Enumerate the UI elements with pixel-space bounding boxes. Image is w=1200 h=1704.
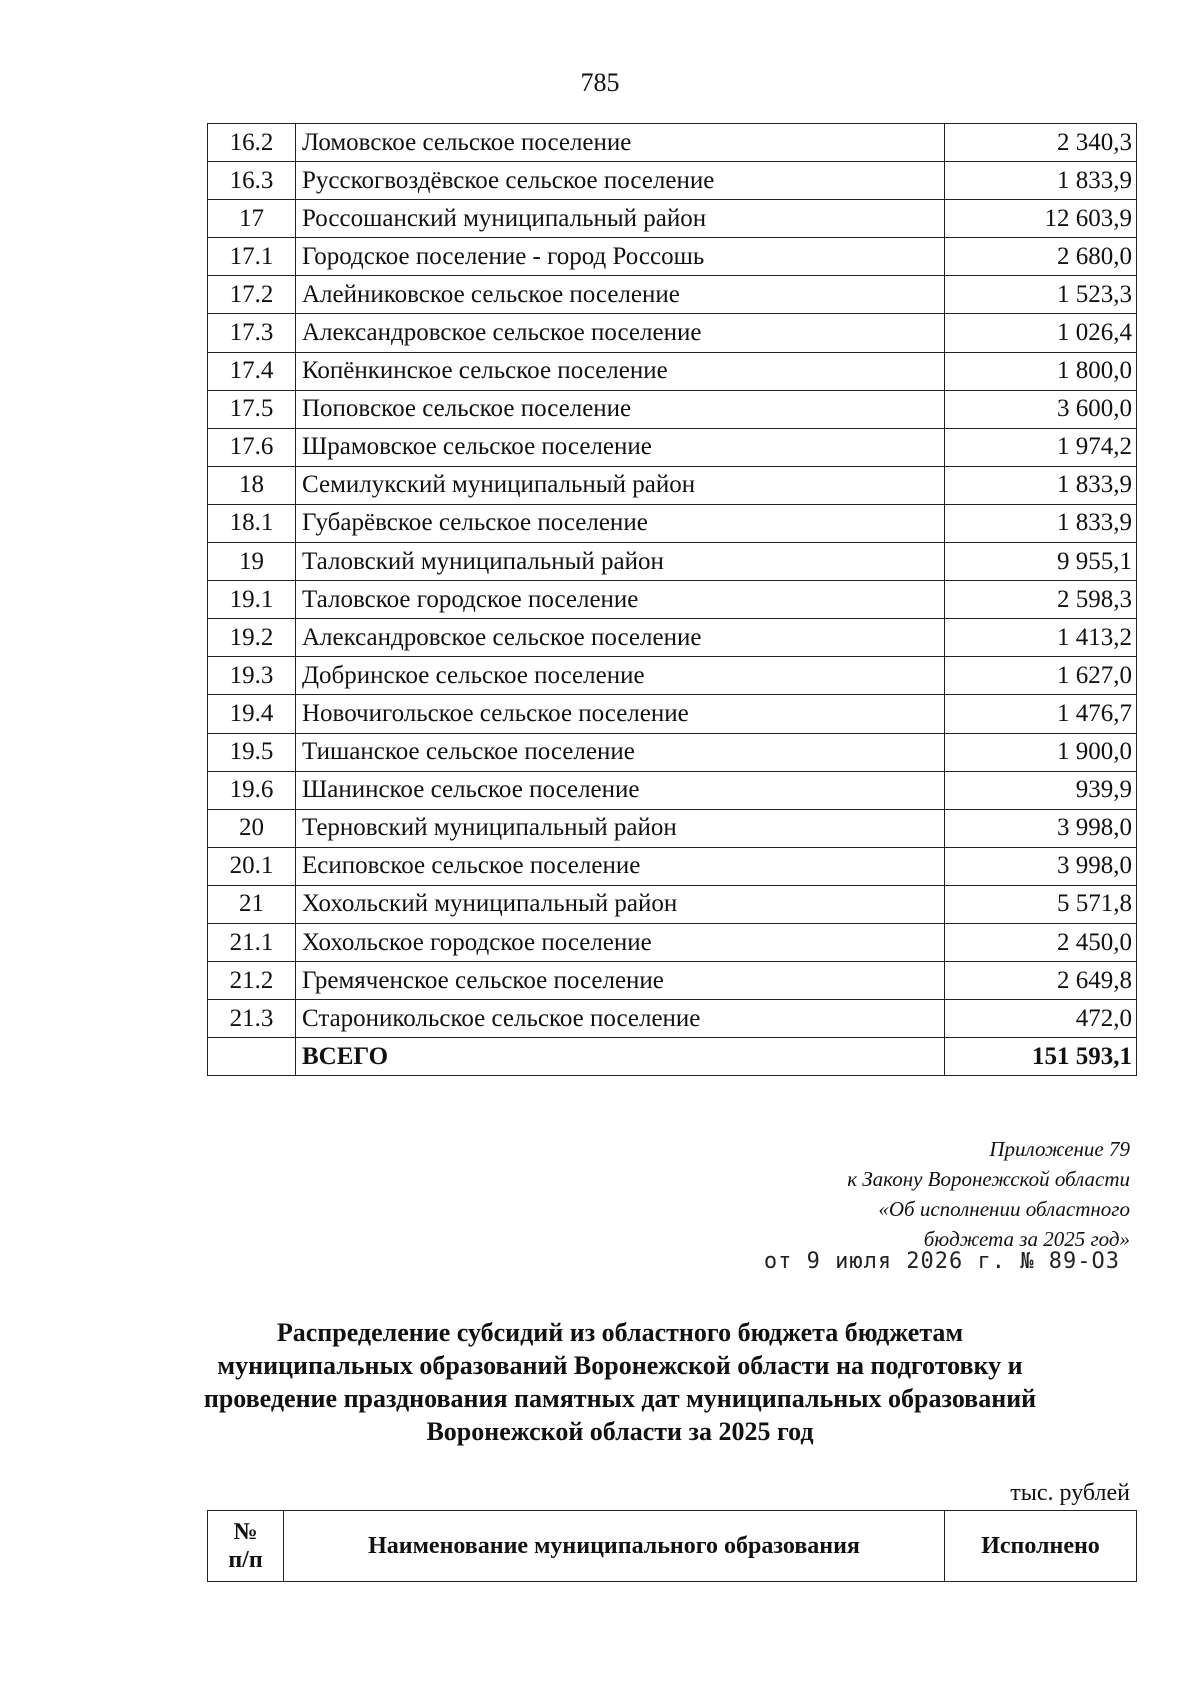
row-value: 1 627,0 [945,657,1137,695]
row-value: 1 026,4 [945,314,1137,352]
appendix-line: бюджета за 2025 год» [923,1227,1130,1251]
title-line: проведение празднования памятных дат муниципальных образований [203,1384,1037,1413]
row-value: 2 598,3 [945,581,1137,619]
row-number: 17 [208,200,296,238]
row-value: 1 800,0 [945,352,1137,390]
section-title [140,1316,1100,1448]
row-name: Тишанское сельское поселение [296,733,945,771]
table-row [208,847,1137,885]
table-row [208,276,1137,314]
row-number: 17.2 [208,276,296,314]
row-number: 18 [208,466,296,504]
row-value: 1 476,7 [945,695,1137,733]
table-row [208,771,1137,809]
row-value: 939,9 [945,771,1137,809]
table-row [208,619,1137,657]
row-number: 19.6 [208,771,296,809]
row-number: 21.3 [208,1000,296,1038]
row-name: Ломовское сельское поселение [296,124,945,162]
row-value: 1 413,2 [945,619,1137,657]
row-value: 9 955,1 [945,543,1137,581]
row-value: 472,0 [945,1000,1137,1038]
row-name: Есиповское сельское поселение [296,847,945,885]
title-line: Воронежской области за 2025 год [426,1417,814,1446]
row-name: Шрамовское сельское поселение [296,428,945,466]
row-number: 20.1 [208,847,296,885]
row-number: 17.5 [208,390,296,428]
row-name: Россошанский муниципальный район [296,200,945,238]
units-label: тыс. рублей [1010,1480,1130,1506]
table-row [208,657,1137,695]
table-row [208,200,1137,238]
row-number: 19.5 [208,733,296,771]
table-row [208,352,1137,390]
row-number: 19.2 [208,619,296,657]
row-value: 1 974,2 [945,428,1137,466]
row-name: Александровское сельское поселение [296,314,945,352]
row-value: 1 900,0 [945,733,1137,771]
table-row [208,695,1137,733]
title-line: Распределение субсидий из областного бюджета бюджетам [276,1318,964,1347]
table-row [208,124,1137,162]
table-row [208,314,1137,352]
header-name: Наименование муниципального образования [284,1511,945,1582]
row-value: 2 649,8 [945,962,1137,1000]
header-number [208,1511,284,1582]
row-number: 18.1 [208,504,296,542]
law-date-stamp: от 9 июля 2026 г. № 89-ОЗ [763,1249,1120,1274]
row-number: 17.3 [208,314,296,352]
row-value: 12 603,9 [945,200,1137,238]
row-number: 21 [208,885,296,923]
row-number: 20 [208,809,296,847]
row-number: 16.3 [208,162,296,200]
appendix-line: к Закону Воронежской области [847,1167,1130,1191]
total-number [208,1038,296,1076]
total-value: 151 593,1 [945,1038,1137,1076]
row-number: 17.4 [208,352,296,390]
page-number: 785 [580,68,620,97]
subsidy-table [207,123,1137,1076]
title-line: муниципальных образований Воронежской области на подготовку и [217,1351,1023,1380]
row-number: 21.1 [208,923,296,961]
table-row [208,885,1137,923]
row-name: Таловское городское поселение [296,581,945,619]
row-value: 3 998,0 [945,847,1137,885]
header-number-abbr: п/п [228,1547,263,1573]
table-row [208,504,1137,542]
table-row [208,809,1137,847]
header-row [208,1511,1137,1582]
header-value: Исполнено [945,1511,1137,1582]
table-row [208,581,1137,619]
row-number: 19.3 [208,657,296,695]
row-name: Шанинское сельское поселение [296,771,945,809]
total-label: ВСЕГО [296,1038,945,1076]
row-name: Копёнкинское сельское поселение [296,352,945,390]
row-value: 5 571,8 [945,885,1137,923]
total-row [208,1038,1137,1076]
row-number: 19.4 [208,695,296,733]
table-row [208,733,1137,771]
row-value: 2 340,3 [945,124,1137,162]
row-name: Губарёвское сельское поселение [296,504,945,542]
row-name: Русскогвоздёвское сельское поселение [296,162,945,200]
table-row [208,1000,1137,1038]
table-row [208,390,1137,428]
row-value: 2 680,0 [945,238,1137,276]
header-number-symbol: № [233,1519,258,1545]
appendix-note [847,1134,1130,1254]
row-name: Добринское сельское поселение [296,657,945,695]
appendix-line: Приложение 79 [989,1137,1130,1161]
row-name: Новочигольское сельское поселение [296,695,945,733]
table-row [208,428,1137,466]
new-table-header [207,1510,1137,1582]
row-value: 1 833,9 [945,466,1137,504]
row-name: Александровское сельское поселение [296,619,945,657]
row-name: Семилукский муниципальный район [296,466,945,504]
table-row [208,543,1137,581]
row-name: Городское поселение - город Россошь [296,238,945,276]
row-number: 19 [208,543,296,581]
table-row [208,238,1137,276]
row-name: Староникольское сельское поселение [296,1000,945,1038]
row-number: 21.2 [208,962,296,1000]
row-name: Таловский муниципальный район [296,543,945,581]
table-row [208,162,1137,200]
table-row [208,466,1137,504]
table-row [208,923,1137,961]
row-name: Алейниковское сельское поселение [296,276,945,314]
row-value: 3 998,0 [945,809,1137,847]
row-name: Хохольское городское поселение [296,923,945,961]
row-name: Гремяченское сельское поселение [296,962,945,1000]
row-number: 16.2 [208,124,296,162]
row-value: 1 833,9 [945,504,1137,542]
row-number: 19.1 [208,581,296,619]
row-name: Хохольский муниципальный район [296,885,945,923]
row-value: 2 450,0 [945,923,1137,961]
row-number: 17.6 [208,428,296,466]
row-value: 1 523,3 [945,276,1137,314]
appendix-line: «Об исполнении областного [878,1197,1130,1221]
table-row [208,962,1137,1000]
row-name: Терновский муниципальный район [296,809,945,847]
row-number: 17.1 [208,238,296,276]
row-value: 1 833,9 [945,162,1137,200]
row-name: Поповское сельское поселение [296,390,945,428]
row-value: 3 600,0 [945,390,1137,428]
